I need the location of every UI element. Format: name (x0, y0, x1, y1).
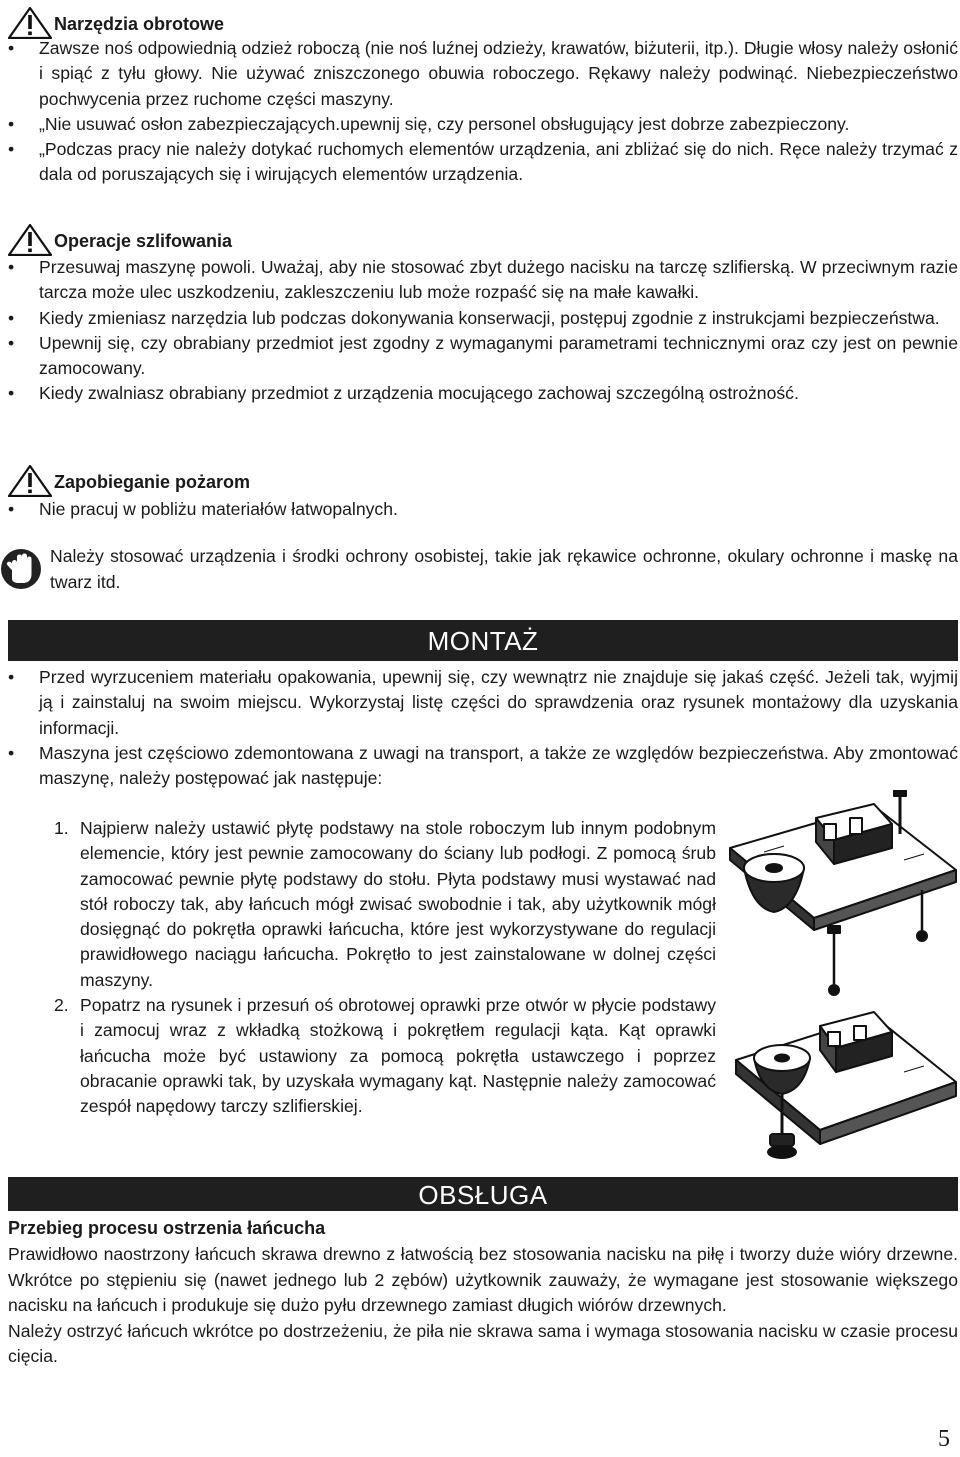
fire-section (8, 497, 958, 522)
ppe-notice (0, 544, 958, 595)
operation-paragraph (8, 1242, 958, 1370)
list-item: • Nie pracuj w pobliżu materiałów łatwopalnych. (8, 497, 958, 522)
page-number: 5 (938, 1426, 950, 1452)
list-item: • Przesuwaj maszynę powoli. Uważaj, aby nie stosować zbyt dużego nacisku na tarczę szlifierską. W przeciwnym razie tarcza może ulec uszkodzeniu, zakleszczeniu lub może rozpaść się na małe kawałki. (8, 255, 958, 306)
list-item (54, 993, 716, 1119)
step-number: 1. (54, 818, 69, 838)
warning-triangle-icon (8, 224, 52, 256)
grinding-heading-text: Operacje szlifowania (54, 231, 233, 251)
grinding-list (8, 255, 958, 407)
protective-gloves-icon (0, 546, 42, 592)
list-item (54, 816, 716, 993)
list-item: • „Nie usuwać osłon zabezpieczających.upewnij się, czy personel obsługujący jest dobrze zabezpieczony. (8, 112, 958, 137)
ppe-text: Należy stosować urządzenia i środki ochrony osobistej, takie jak rękawice ochronne, okulary ochronne i maskę na twarz itd. (50, 546, 958, 592)
step-number: 2. (54, 995, 69, 1016)
assembly-title: MONTAŻ (427, 626, 539, 656)
rotating-tools-heading (8, 9, 224, 39)
step-text: Popatrz na rysunek i przesuń oś obrotowej oprawki prze otwór w płycie podstawy i zamocuj wraz z wkładką stożkową i pokrętłem regulacji kąta. Kąt oprawki łańcucha może być ustawiony za pomocą pokrętła ustawczego i poprzez obracanie oprawki tak, by uzyskała wymagany kąt. Następnie należy zamocować zespół napędowy tarczy szlifierskiej. (80, 995, 716, 1117)
assembly-section (8, 665, 958, 791)
assembly-drawing-icon (724, 790, 960, 1170)
rotating-tools-section (8, 36, 958, 188)
fire-heading-text: Zapobieganie pożarom (54, 472, 251, 492)
assembly-title-bar (8, 620, 958, 661)
list-item: • Kiedy zmieniasz narzędzia lub podczas dokonywania konserwacji, postępuj zgodnie z instrukcjami bezpieczeństwa. (8, 306, 958, 331)
list-item: • „Podczas pracy nie należy dotykać ruchomych elementów urządzenia, ani zbliżać się do nich. Ręce należy trzymać z dala od poruszających się i wirujących elementów urządzenia. (8, 137, 958, 188)
fire-list (8, 497, 958, 522)
grinding-section (8, 255, 958, 407)
step-text: Najpierw należy ustawić płytę podstawy na stole roboczym lub innym podobnym elemencie, który jest pewnie zamocowany do ściany lub podłogi. Z pomocą śrub zamocować pewnie płytę podstawy do stołu. Płyta podstawy musi wystawać nad stół roboczy tak, aby łańcuch mógł zwisać swobodnie i tak, aby użytkownik mógł dosięgnąć do pokrętła oprawki łańcucha, które jest wykorzystywane do regulacji prawidłowego naciągu łańcucha. Pokrętło to jest zainstalowane w dolnej części maszyny. (80, 818, 716, 990)
operation-title: OBSŁUGA (418, 1180, 548, 1210)
list-item: • Zawsze noś odpowiednią odzież roboczą (nie noś luźnej odzieży, krawatów, biżuterii, itp.). Długie włosy należy osłonić i spiąć z tyłu głowy. Nie używać zniszczonego obuwia roboczego. Rękawy należy podwinąć. Niebezpieczeństwo pochwycenia przez ruchome części maszyny. (8, 36, 958, 112)
sharpening-subheading: Przebieg procesu ostrzenia łańcucha (8, 1218, 326, 1238)
list-item: • Kiedy zwalniasz obrabiany przedmiot z urządzenia mocującego zachowaj szczególną ostrożność. (8, 381, 958, 406)
assembly-list (8, 665, 958, 791)
operation-paragraph-2: Należy ostrzyć łańcuch wkrótce po dostrzeżeniu, że piła nie skrawa sama i wymaga stosowania nacisku w czasie procesu cięcia. (8, 1320, 958, 1367)
list-item: • Maszyna jest częściowo zdemontowana z uwagi na transport, a także ze względów bezpieczeństwa. Aby zmontować maszynę, należy postępować jak następuje: (8, 741, 958, 792)
fire-heading (8, 467, 250, 497)
operation-paragraph-1: Prawidłowo naostrzony łańcuch skrawa drewno z łatwością bez stosowania nacisku na piłę i tworzy duże wióry drzewne. Wkrótce po stępieniu się (nawet jednego lub 2 zębów) użytkownik zauważy, że wymagane jest stosowanie większego nacisku na łańcuch i produkuje się dużo pyłu drzewnego zamiast długich wiórów drzewnych. (8, 1244, 958, 1316)
list-item: • Upewnij się, czy obrabiany przedmiot jest zgodny z wymaganymi parametrami technicznymi oraz czy jest on pewnie zamocowany. (8, 331, 958, 382)
assembly-steps (54, 816, 716, 1120)
grinding-heading (8, 226, 232, 256)
list-item: • Przed wyrzuceniem materiału opakowania, upewnij się, czy wewnątrz nie znajduje się jakaś część. Jeżeli tak, wyjmij ją i zainstaluj na swoim miejscu. Wykorzystaj listę części do sprawdzenia oraz rysunek montażowy dla uzyskania informacji. (8, 665, 958, 741)
rotating-tools-heading-text: Narzędzia obrotowe (54, 14, 225, 34)
operation-title-bar (8, 1177, 958, 1211)
rotating-tools-list (8, 36, 958, 188)
warning-triangle-icon (8, 465, 52, 497)
warning-triangle-icon (8, 7, 52, 39)
